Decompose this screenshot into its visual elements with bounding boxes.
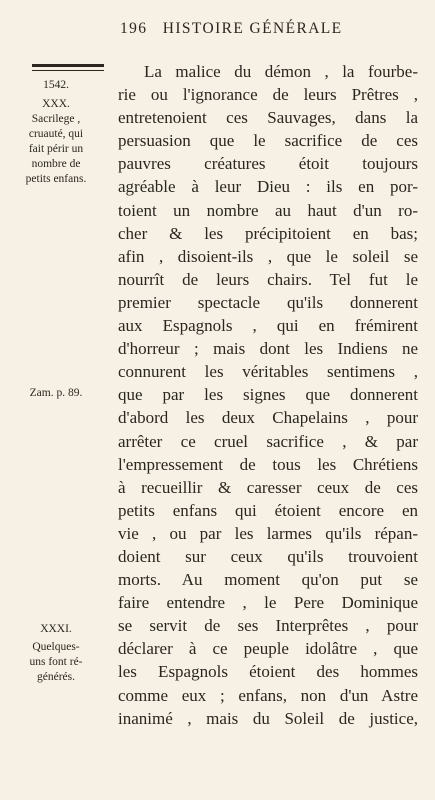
- text-line: les Espagnols étoient des hommes: [118, 662, 418, 682]
- margin-note-sacrilege: [0, 112, 112, 187]
- text-line: morts. Au moment qu'on put se: [118, 570, 418, 590]
- text-line: vie , ou par les larmes qu'ils répan-: [118, 523, 418, 543]
- text-line: nourrît de leurs chairs. Tel fut le: [118, 269, 418, 289]
- margin-note-line: Quelques-: [32, 641, 80, 653]
- text-line: se servit de ses Interprêtes , pour: [118, 616, 418, 636]
- margin-note-line: fait périr un: [28, 143, 84, 155]
- text-line: arrêter ce cruel sacrifice , & par: [118, 431, 418, 451]
- ornament-rule: [32, 64, 104, 72]
- text-line: entretenoient ces Sauvages, dans la: [118, 108, 418, 128]
- text-line: doient sur ceux qu'ils trouvoient: [118, 546, 418, 566]
- text-line: toient un nombre au haut d'un ro-: [118, 200, 418, 220]
- margin-note-line: générés.: [37, 671, 75, 683]
- text-line: La malice du démon , la fourbe-: [144, 62, 418, 81]
- text-line: l'empressement de tous les Chrétiens: [118, 454, 418, 474]
- text-line: d'abord les deux Chapelains , pour: [118, 408, 418, 428]
- text-line: cher & les précipitoient en bas;: [118, 223, 418, 243]
- text-line: rie ou l'ignorance de leurs Prêtres ,: [118, 85, 418, 105]
- text-line: inanimé , mais du Soleil de justice,: [118, 708, 418, 728]
- margin-note-line: cruauté, qui: [28, 128, 84, 140]
- text-line: comme eux ; enfans, non d'un Astre: [118, 685, 418, 705]
- margin-note-line: uns font ré-: [29, 656, 83, 668]
- text-line: que par les signes que donnerent: [118, 385, 418, 405]
- ornament-bar: [32, 64, 104, 67]
- text-line: à recueillir & caresser ceux de ces: [118, 477, 418, 497]
- margin-note-line: petits enfans.: [25, 173, 87, 185]
- text-line: d'horreur ; mais dont les Indiens ne: [118, 339, 418, 359]
- text-line: premier spectacle qu'ils donnerent: [118, 292, 418, 312]
- margin-year: 1542.: [43, 79, 69, 91]
- margin-note-regeneres: [0, 640, 112, 685]
- page-number: 196: [120, 20, 148, 37]
- body-text: [118, 60, 418, 730]
- margin-note-line: Sacrilege ,: [31, 113, 81, 125]
- text-line: aux Espagnols , qui en frémirent: [118, 316, 418, 336]
- running-title: HISTOIRE GÉNÉRALE: [162, 20, 343, 37]
- margin-note-line: nombre de: [31, 158, 81, 170]
- running-header: [120, 20, 413, 38]
- ornament-thin-line: [32, 70, 104, 71]
- text-line: connurent les véritables sentimens ,: [118, 362, 418, 382]
- text-line: faire entendre , le Pere Dominique: [118, 593, 418, 613]
- text-line: pauvres créatures étoit toujours: [118, 154, 418, 174]
- text-line: déclarer à ce peuple idolâtre , que: [118, 639, 418, 659]
- margin-reference: Zam. p. 89.: [29, 387, 83, 399]
- text-line: afin , disoient-ils , que le soleil se: [118, 246, 418, 266]
- text-line: persuasion que le sacrifice de ces: [118, 131, 418, 151]
- margin-section-xxx: XXX.: [42, 98, 70, 110]
- text-line: petits enfans qui étoient encore en: [118, 500, 418, 520]
- margin-section-xxxi: XXXI.: [40, 623, 72, 635]
- text-line: agréable à leur Dieu : ils en por-: [118, 177, 418, 197]
